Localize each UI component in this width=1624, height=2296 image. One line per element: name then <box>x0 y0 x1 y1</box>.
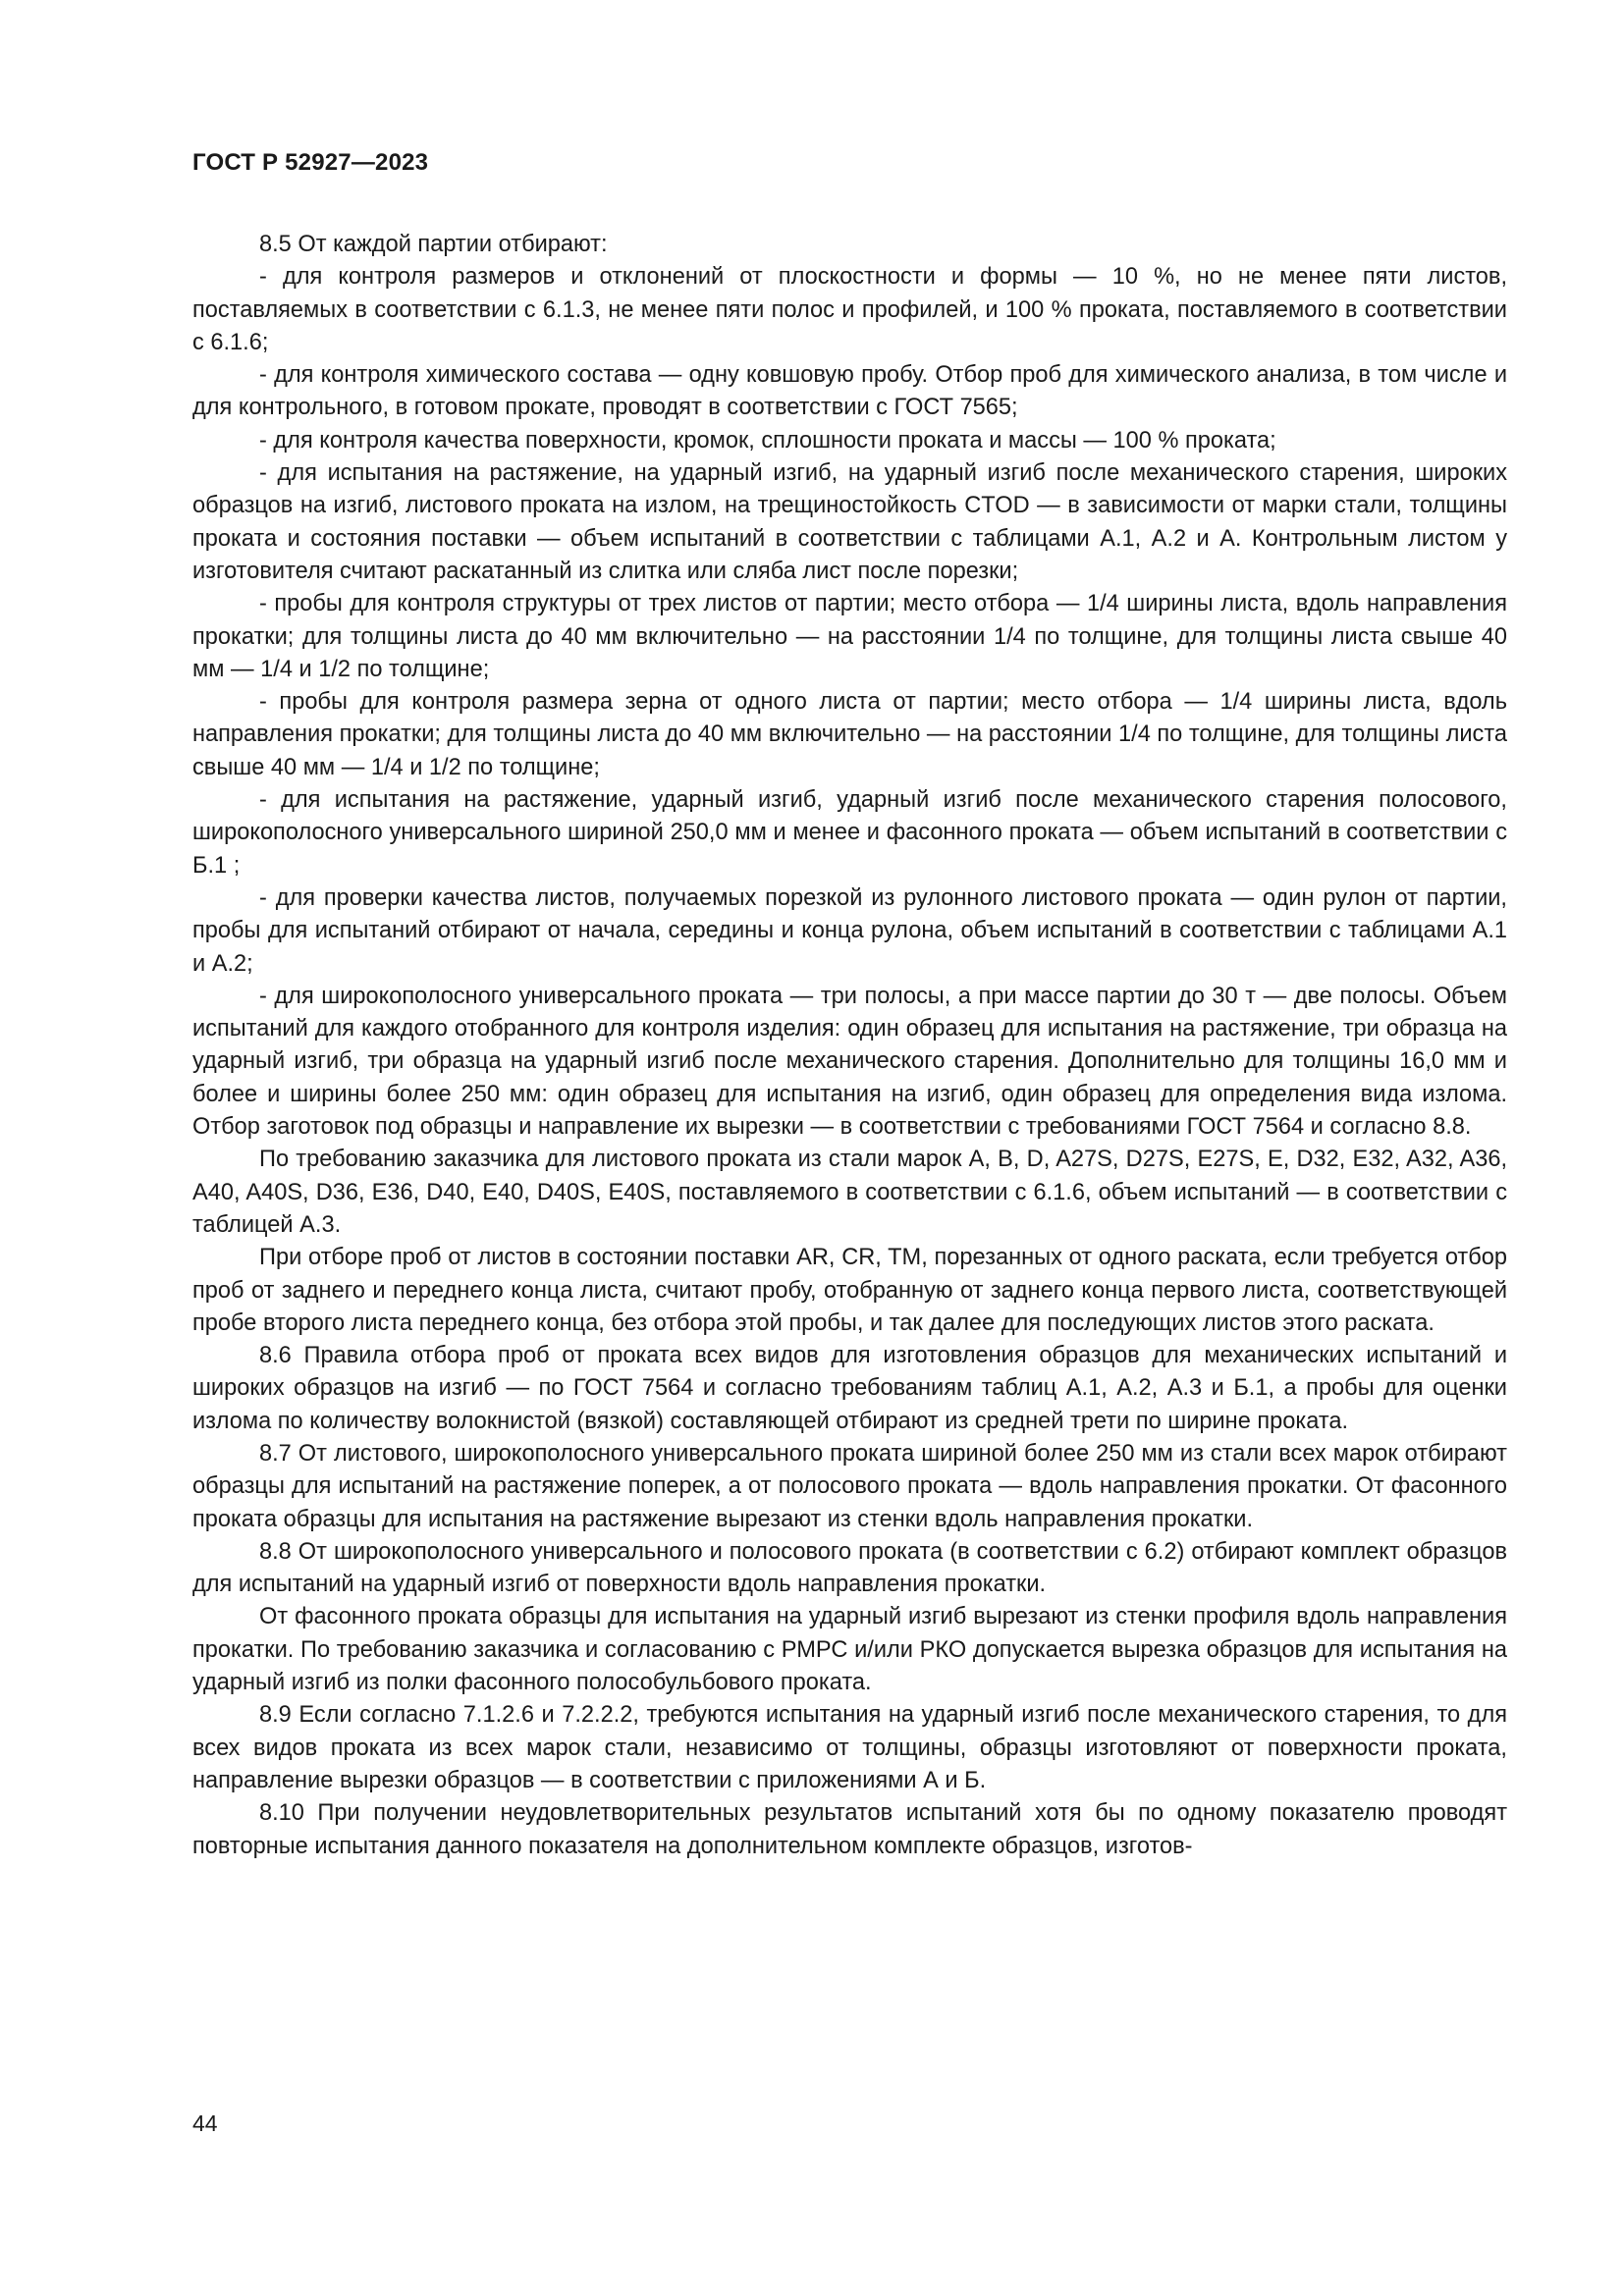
paragraph-8-8: 8.8 От широкополосного универсального и полосового проката (в соответствии с 6.2) отбирают комплект образцов для испытаний на ударный изгиб от поверхности вдоль направления прокатки. <box>192 1538 1507 1598</box>
list-item-chemical: - для контроля химического состава — одну ковшовую пробу. Отбор проб для химического анализа, в том числе и для контрольного, в готовом прокате, проводят в соответствии с ГОСТ 7565; <box>192 362 1507 421</box>
paragraph-8-10: 8.10 При получении неудовлетворительных результатов испытаний хотя бы по одному показателю проводят повторные испытания данного показателя на дополнительном комплекте образцов, изготов- <box>192 1800 1507 1859</box>
document-header: ГОСТ Р 52927—2023 <box>192 149 429 176</box>
page-number: 44 <box>192 2110 218 2136</box>
list-item-tensile: - для испытания на растяжение, на ударный изгиб, на ударный изгиб после механического старения, широких образцов на изгиб, листового проката на излом, на трещиностойкость CTOD — в зависимости от марки стали, толщины проката и состояния поставки — объем испытаний в соответствии с таблицами А.1, А.2 и А. Контрольным листом у изготовителя считают раскатанный из слитка или сляба лист после порезки; <box>192 460 1507 584</box>
document-body <box>192 229 1507 1863</box>
list-item-surface: - для контроля качества поверхности, кромок, сплошности проката и массы — 100 % проката; <box>259 427 1276 454</box>
list-item-strip: - для испытания на растяжение, ударный изгиб, ударный изгиб после механического старения полосового, широкополосного универсального шириной 250,0 мм и менее и фасонного проката — объем испытаний в соответствии с Б.1 ; <box>192 787 1507 879</box>
list-item-structure: - пробы для контроля структуры от трех листов от партии; место отбора — 1/4 ширины листа, вдоль направления прокатки; для толщины листа до 40 мм включительно — на расстоянии 1/4 по толщине, для толщины листа свыше 40 мм — 1/4 и 1/2 по толщине; <box>192 591 1507 682</box>
paragraph-customer-request: По требованию заказчика для листового проката из стали марок A, B, D, A27S, D27S, E27S, E, D32, E32, A32, A36, A40, A40S, D36, E36, D40, E40, D40S, E40S, поставляемого в соответствии с 6.1.6, объем испытаний — в соответствии с таблицей А.3. <box>192 1147 1507 1238</box>
list-item-grain: - пробы для контроля размера зерна от одного листа от партии; место отбора — 1/4 ширины листа, вдоль направления прокатки; для толщины листа до 40 мм включительно — на расстоянии 1/4 по толщине, для толщины листа свыше 40 мм — 1/4 и 1/2 по толщине; <box>192 689 1507 780</box>
paragraph-sheet-sampling: При отборе проб от листов в состоянии поставки AR, CR, TM, порезанных от одного раската, если требуется отбор проб от заднего и переднего конца листа, считают пробу, отобранную от заднего конца первого листа, соответствующей пробе второго листа переднего конца, без отбора этой пробы, и так далее для последующих листов этого раската. <box>192 1245 1507 1336</box>
paragraph-8-5-intro: 8.5 От каждой партии отбирают: <box>259 232 608 257</box>
list-item-wide-strip: - для широкополосного универсального проката — три полосы, а при массе партии до 30 т — две полосы. Объем испытаний для каждого отобранного для контроля изделия: один образец для испытания на растяжение, три образца на ударный изгиб, три образца на ударный изгиб после механического старения. Дополнительно для толщины 16,0 мм и более и ширины более 250 мм: один образец для испытания на изгиб, один образец для определения вида излома. Отбор заготовок под образцы и направление их вырезки — в соответствии с требованиями ГОСТ 7564 и согласно 8.8. <box>192 983 1507 1141</box>
paragraph-8-6: 8.6 Правила отбора проб от проката всех видов для изготовления образцов для механических испытаний и широких образцов на изгиб — по ГОСТ 7564 и согласно требованиям таблиц А.1, А.2, А.3 и Б.1, а пробы для оценки излома по количеству волокнистой (вязкой) составляющей отбирают из средней трети по ширине проката. <box>192 1343 1507 1434</box>
paragraph-8-7: 8.7 От листового, широкополосного универсального проката шириной более 250 мм из стали всех марок отбирают образцы для испытаний на растяжение поперек, а от полосового проката — вдоль направления прокатки. От фасонного проката образцы для испытания на растяжение вырезают из стенки вдоль направления прокатки. <box>192 1440 1507 1532</box>
paragraph-profile-impact: От фасонного проката образцы для испытания на ударный изгиб вырезают из стенки профиля вдоль направления прокатки. По требованию заказчика и согласованию с РМРС и/или РКО допускается вырезка образцов для испытания на ударный изгиб из полки фасонного полособульбового проката. <box>192 1604 1507 1696</box>
paragraph-8-9: 8.9 Если согласно 7.1.2.6 и 7.2.2.2, требуются испытания на ударный изгиб после механического старения, то для всех видов проката из всех марок стали, независимо от толщины, образцы изготовляют от поверхности проката, направление вырезки образцов — в соответствии с приложениями А и Б. <box>192 1702 1507 1793</box>
list-item-dimensions: - для контроля размеров и отклонений от плоскостности и формы — 10 %, но не менее пяти листов, поставляемых в соответствии с 6.1.3, не менее пяти полос и профилей, и 100 % проката, поставляемого в соответствии с 6.1.6; <box>192 264 1507 355</box>
list-item-coil: - для проверки качества листов, получаемых порезкой из рулонного листового проката — один рулон от партии, пробы для испытаний отбирают от начала, середины и конца рулона, объем испытаний в соответствии с таблицами А.1 и А.2; <box>192 884 1507 977</box>
